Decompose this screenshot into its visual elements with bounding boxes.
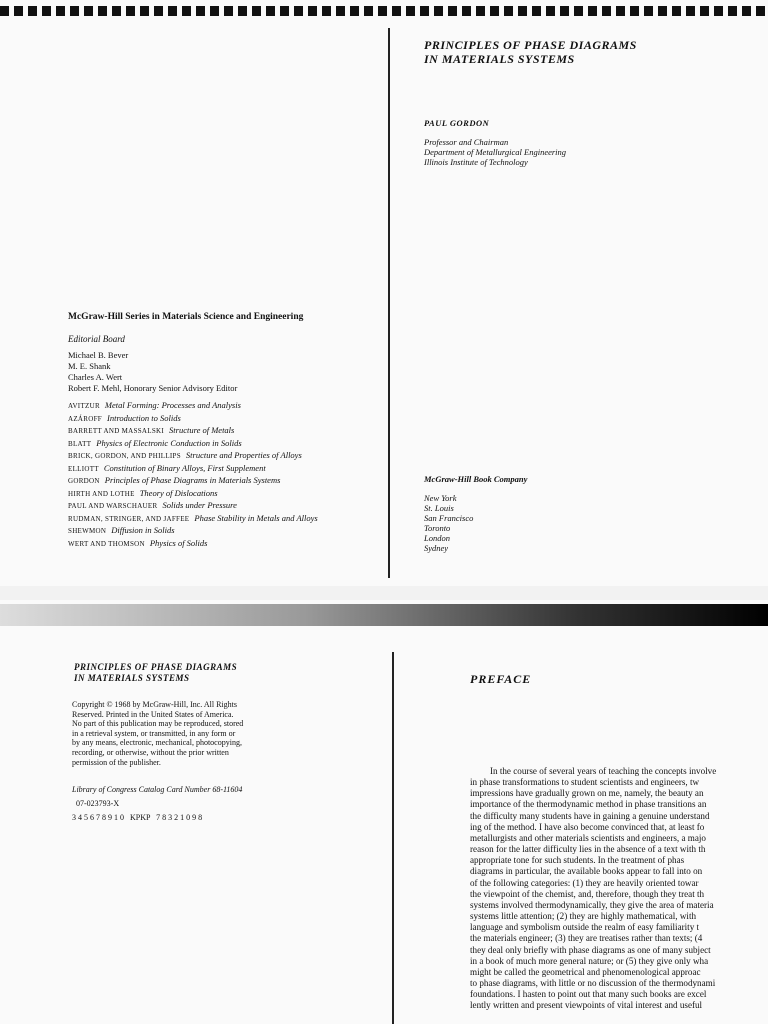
book-title: Solids under Pressure [162,500,237,510]
book-author: BARRETT AND MASSALSKI [68,427,165,435]
book-author: AVITZUR [68,402,100,410]
book-author: BLATT [68,439,92,448]
copyright-page-title [74,662,237,684]
list-item [68,413,378,426]
city: St. Louis [424,503,454,513]
title-page [424,38,754,66]
book-title: Principles of Phase Diagrams in Materials Systems [104,475,281,485]
city: San Francisco [424,513,474,523]
list-item [68,450,378,463]
preface-line: foundations. I hasten to point out that many such books are excel [470,989,707,1000]
list-item [68,538,378,551]
book-title: Phase Stability in Metals and Alloys [194,512,318,523]
preface-line: of the following categories: (1) they are heavily oriented towar [470,877,699,888]
book-title: Physics of Electronic Conduction in Solids [96,437,242,448]
book-title: Theory of Dislocations [139,487,218,498]
preface-line: language and symbolism outside the realm of easy familiarity t [470,922,700,933]
board-members [68,350,378,394]
list-item [68,500,378,513]
board-member: Robert F. Mehl, Honorary Senior Advisory Editor [68,383,238,393]
author-name: PAUL GORDON [424,118,490,128]
affiliation-line: Professor and Chairman [424,137,509,147]
book-title: Physics of Solids [149,537,208,548]
preface-line: they deal only briefly with phase diagrams as one of many subject [470,944,711,955]
list-item [68,475,378,488]
book-author: RUDMAN, STRINGER, AND JAFFEE [68,514,190,523]
book-title: Diffusion in Solids [111,525,175,535]
book-author: HIRTH AND LOTHE [68,489,135,498]
preface-line: systems involved thermodynamically, they give the area of materia [470,899,714,910]
board-member: M. E. Shank [68,361,111,371]
title-line: PRINCIPLES OF PHASE DIAGRAMS [74,662,238,672]
preface-line: appropriate tone for such students. In the treatment of phas [470,855,685,866]
copyright-notice: Copyright © 1968 by McGraw-Hill, Inc. All Rights Reserved. Printed in the United States of America. No part of this publication may be reproduced, stored in a retrieval system, or transmitted, in any form or by any means, electronic, mechanical, photocopying, recording, or otherwise, without the prior written permission of the publisher. [72,700,244,767]
book-title: Structure of Metals [169,425,235,435]
book-author: BRICK, GORDON, AND PHILLIPS [68,452,181,460]
preface-line: in a book of much more general nature; or (5) they give only wha [470,955,709,966]
title-line: IN MATERIALS SYSTEMS [74,673,190,683]
preface-text [470,766,762,1011]
book-author: AZÁROFF [68,414,102,423]
preface-line: in phase transformations to student scientists and engineers, tw [470,777,700,788]
lccn: Library of Congress Catalog Card Number 68-11604 [72,785,243,794]
preface-line: lently written and present viewpoints of vital interest and useful [470,1000,703,1011]
series-page [68,312,378,550]
printing-line: 3 4 5 6 7 8 9 1 0 KPKP 7 8 3 2 1 0 9 8 [72,813,203,822]
board-member: Charles A. Wert [68,372,123,382]
city: Sydney [424,543,449,553]
preface-line: to phase diagrams, with little or no discussion of the thermodynami [470,977,716,988]
preface-line: reason for the latter difficulty lies in the absence of a text with th [470,844,706,855]
affiliation-line: Department of Metallurgical Engineering [424,147,567,157]
preface-line: the materials engineer; (3) they are treatises rather than texts; (4 [470,933,703,944]
book-author: SHEWMON [68,527,107,535]
list-item [68,525,378,538]
book-title: Metal Forming: Processes and Analysis [104,400,241,410]
book-gutter [388,28,390,578]
preface-line: In the course of several years of teaching the concepts involve [490,766,717,776]
list-item [68,463,378,476]
page-edge-shadow [0,604,768,626]
list-item [68,513,378,526]
author-affiliation [424,137,724,167]
title-line: IN MATERIALS SYSTEMS [424,52,575,66]
isbn: 07-023793-X [76,799,120,808]
series-book-list [68,400,378,550]
publisher-name: McGraw-Hill Book Company [424,474,528,484]
affiliation-line: Illinois Institute of Technology [424,157,528,167]
title-line: PRINCIPLES OF PHASE DIAGRAMS [424,38,637,52]
preface-line: systems little attention; (2) they are highly mathematical, with [470,911,697,922]
publisher-cities [424,493,473,553]
book-author: PAUL AND WARSCHAUER [68,502,158,510]
book-title: Constitution of Binary Alloys, First Supplement [103,462,266,473]
preface-line: ing of the method. I have also become convinced that, at least fo [470,821,705,832]
list-item [68,400,378,413]
book-title: Structure and Properties of Alloys [185,450,302,460]
preface-line: diagrams in particular, the available books appear to fall into on [470,866,703,877]
preface-heading: PREFACE [470,672,532,686]
book-title: Introduction to Solids [107,412,181,423]
editorial-board-heading: Editorial Board [68,334,125,344]
city: London [424,533,450,543]
list-item [68,425,378,438]
book-gutter [392,652,394,1024]
book-author: GORDON [68,477,100,485]
preface-line: the difficulty many students have in gaining a genuine understand [470,810,710,821]
preface-line: metallurgists and other materials scientists and engineers, a majo [470,832,706,843]
list-item [68,438,378,451]
book-author: ELLIOTT [68,464,99,473]
preface-line: impressions have gradually grown on me, namely, the beauty an [470,788,704,799]
series-title: McGraw-Hill Series in Materials Science and Engineering [68,312,304,322]
board-member: Michael B. Bever [68,350,129,360]
city: New York [424,493,457,503]
preface-line: importance of the thermodynamic method in phase transitions an [470,799,707,810]
list-item [68,488,378,501]
city: Toronto [424,523,451,533]
book-author: WERT AND THOMSON [68,539,145,548]
preface-line: might be called the geometrical and phenomenological approac [470,966,701,977]
preface-line: the viewpoint of the chemist, and, therefore, though they treat th [470,888,705,899]
book-title [424,38,754,66]
